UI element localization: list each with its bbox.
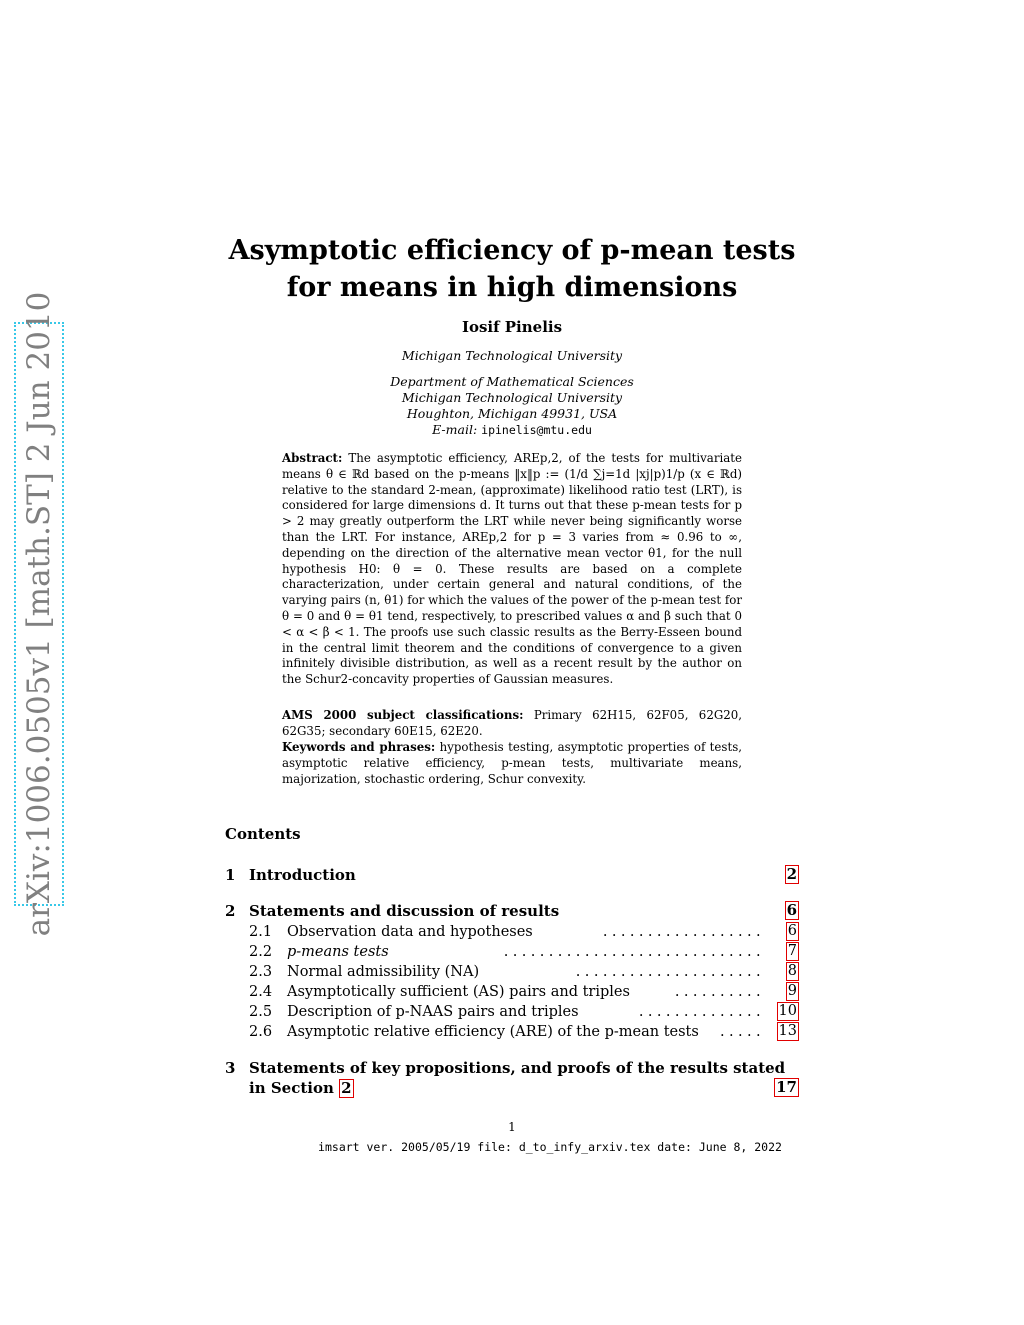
- affiliation-city: Houghton, Michigan 49931, USA: [406, 406, 618, 421]
- toc-section-1[interactable]: [225, 865, 799, 885]
- toc-subsection-label: Description of p-NAAS pairs and triples: [287, 1004, 579, 1020]
- toc-section-label-line2: [249, 1078, 354, 1098]
- toc-subsection-label: Asymptotic relative efficiency (ARE) of the p-mean tests: [287, 1024, 699, 1040]
- toc-leader-dots: ..........: [674, 984, 765, 1000]
- ams-label: AMS 2000 subject classifications:: [282, 708, 524, 722]
- toc-subsection-2-1[interactable]: [249, 922, 799, 942]
- toc-subsection-label: Normal admissibility (NA): [287, 964, 480, 980]
- toc-subsection-number: 2.3: [249, 964, 273, 980]
- abstract-label: Abstract:: [282, 451, 343, 465]
- page-number: 1: [508, 1120, 516, 1134]
- email-address[interactable]: ipinelis@mtu.edu: [481, 423, 592, 437]
- toc-leader-dots: ..............: [638, 1004, 765, 1020]
- arxiv-identifier: arXiv:1006.0505v1 [math.ST] 2 Jun 2010: [21, 291, 57, 937]
- ams-classification: [282, 708, 742, 740]
- toc-section-3[interactable]: [225, 1058, 799, 1100]
- toc-section-number: 2: [225, 902, 236, 920]
- toc-subsection-2-6[interactable]: [249, 1022, 799, 1042]
- toc-page-link[interactable]: 8: [787, 963, 797, 979]
- toc-subsection-number: 2.5: [249, 1004, 273, 1020]
- toc-leader-dots: ..................: [602, 924, 765, 940]
- toc-section-label: Introduction: [249, 866, 356, 884]
- toc-leader-dots: .............................: [503, 944, 765, 960]
- toc-page-link[interactable]: 7: [787, 943, 797, 959]
- toc-page-link[interactable]: 6: [786, 901, 797, 919]
- toc-subsection-label: Asymptotically sufficient (AS) pairs and triples: [287, 984, 630, 1000]
- toc-page-link[interactable]: 10: [778, 1003, 797, 1019]
- arxiv-side-stamp[interactable]: [14, 291, 64, 937]
- keywords-text: hypothesis testing, asymptotic properties of tests, asymptotic relative efficiency, p-mean tests, multivariate means, majorization, stochastic ordering, Schur convexity.: [282, 740, 743, 786]
- toc-section-label-cont: in Section: [249, 1079, 334, 1097]
- toc-section-label: Statements and discussion of results: [249, 902, 560, 920]
- toc-subsection-2-5[interactable]: [249, 1002, 799, 1022]
- affiliation-institution: Michigan Technological University: [401, 348, 623, 363]
- section-ref-link[interactable]: 2: [341, 1079, 352, 1097]
- email-label: E-mail:: [432, 422, 478, 437]
- abstract: [282, 451, 742, 688]
- toc-subsection-2-4[interactable]: [249, 982, 799, 1002]
- author-name: Iosif Pinelis: [461, 318, 563, 336]
- affiliation-dept: Department of Mathematical Sciences: [390, 374, 634, 389]
- toc-subsection-number: 2.1: [249, 924, 273, 940]
- toc-page-link[interactable]: 6: [787, 923, 797, 939]
- affiliation-univ: Michigan Technological University: [401, 390, 623, 405]
- toc-subsection-number: 2.2: [249, 944, 273, 960]
- ams-text: Primary 62H15, 62F05, 62G20, 62G35; secondary 60E15, 62E20.: [282, 708, 743, 738]
- toc-leader-dots: .....................: [575, 964, 765, 980]
- toc-section-number: 1: [225, 866, 236, 884]
- toc-section-label: Statements of key propositions, and proofs of the results stated: [249, 1059, 786, 1077]
- toc-subsection-label: Observation data and hypotheses: [287, 924, 533, 940]
- toc-section-2[interactable]: [225, 901, 799, 921]
- imsart-footer: imsart ver. 2005/05/19 file: d_to_infy_arxiv.tex date: June 8, 2022: [318, 1140, 782, 1154]
- paper-title: [200, 232, 824, 306]
- toc-section-number: 3: [225, 1059, 236, 1077]
- contents-heading: Contents: [225, 825, 301, 843]
- toc-page-link[interactable]: 17: [776, 1078, 797, 1096]
- abstract-text: The asymptotic efficiency, AREp,2, of the tests for multivariate means θ ∈ ℝd based on the p-means ‖x‖p := (1/d ∑j=1d |xj|p)1/p (x ∈ ℝd) relative to the standard 2-mean, (approximate) likelihood ratio test (LRT), is considered for large dimensions d. It turns out that these p-mean tests for p > 2 may greatly outperform the LRT while never being significantly worse than the LRT. For instance, AREp,2 for p = 3 varies from ≈ 0.96 to ∞, depending on the direction of the alternative mean vector θ1, for the null hypothesis H0: θ = 0. These results are based on a complete characterization, under certain general and natural conditions, of the varying pairs (n, θ1) for which the values of the power of the p-mean test for θ = 0 and θ = θ1 tend, respectively, to prescribed values α and β such that 0 < α < β < 1. The proofs use such classic results as the Berry-Esseen bound in the central limit theorem and the conditions of convergence to a given infinitely divisible distribution, as well as a recent result by the author on the Schur2-concavity properties of Gaussian measures.: [282, 451, 743, 687]
- affiliation-email-line: [312, 422, 712, 438]
- affiliation-block: [312, 374, 712, 438]
- title-line-1: Asymptotic efficiency of p-mean tests: [228, 235, 796, 266]
- toc-leader-dots: .....: [719, 1024, 765, 1040]
- keywords: [282, 740, 742, 787]
- toc-subsection-2-3[interactable]: [249, 962, 799, 982]
- toc-page-link[interactable]: 9: [787, 983, 797, 999]
- toc-page-link[interactable]: 13: [778, 1023, 797, 1039]
- toc-subsection-number: 2.4: [249, 984, 273, 1000]
- toc-subsection-label: p-means tests: [287, 944, 389, 960]
- toc-subsection-number: 2.6: [249, 1024, 273, 1040]
- title-line-2: for means in high dimensions: [286, 272, 738, 303]
- toc-subsection-2-2[interactable]: [249, 942, 799, 962]
- toc-page-link[interactable]: 2: [786, 865, 797, 883]
- keywords-label: Keywords and phrases:: [282, 740, 436, 754]
